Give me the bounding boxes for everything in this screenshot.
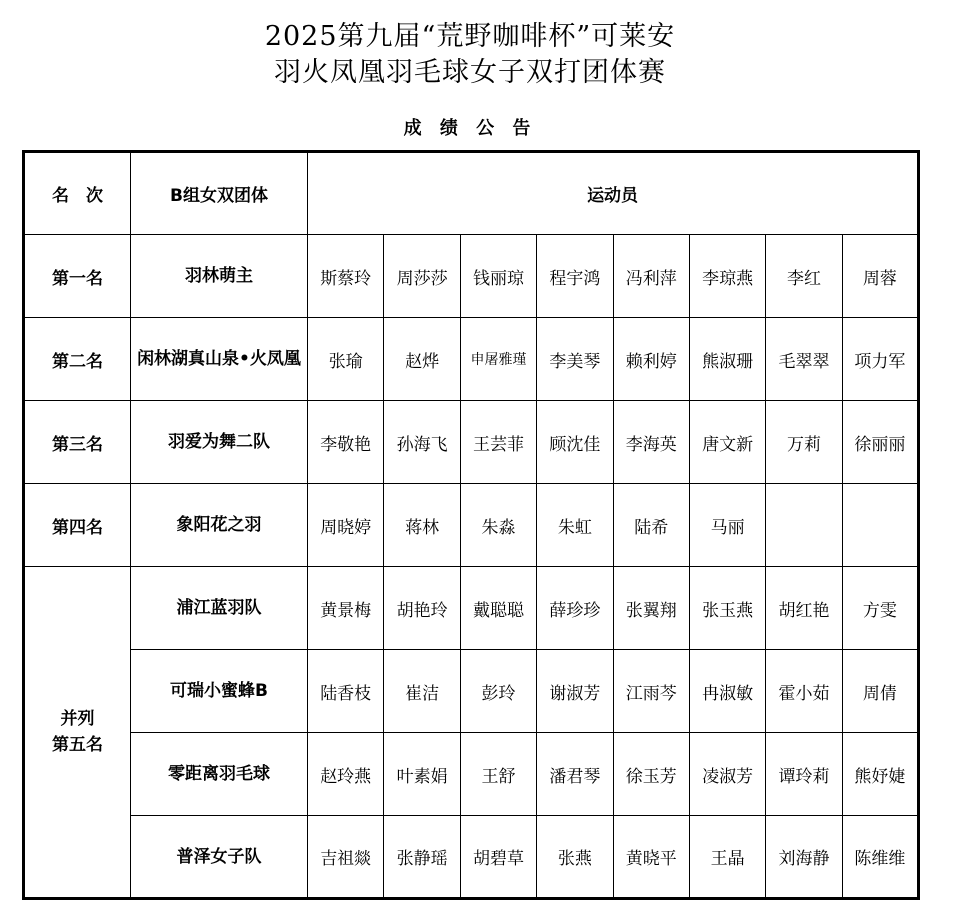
player-cell: 项力军	[842, 318, 918, 401]
table-row	[24, 235, 919, 318]
player-cell: 张瑜	[308, 318, 384, 401]
player-cell: 斯蔡玲	[308, 235, 384, 318]
player-cell: 胡红艳	[766, 567, 842, 650]
player-cell: 李敬艳	[308, 401, 384, 484]
player-cell: 戴聪聪	[460, 567, 536, 650]
table-row	[24, 401, 919, 484]
player-cell: 霍小茹	[766, 650, 842, 733]
player-cell: 顾沈佳	[537, 401, 613, 484]
player-cell: 张静瑶	[384, 816, 460, 899]
player-cell: 赵烨	[384, 318, 460, 401]
player-cell: 李红	[766, 235, 842, 318]
results-table	[22, 150, 920, 900]
rank-cell: 第一名	[24, 235, 131, 318]
player-cell: 孙海飞	[384, 401, 460, 484]
player-cell: 叶素娟	[384, 733, 460, 816]
player-cell: 李琼燕	[689, 235, 765, 318]
player-cell: 周莎莎	[384, 235, 460, 318]
header-rank: 名 次	[24, 152, 131, 235]
player-cell: 唐文新	[689, 401, 765, 484]
player-cell: 熊妤婕	[842, 733, 918, 816]
player-cell: 薛珍珍	[537, 567, 613, 650]
team-name-cell: 闲林湖真山泉•火凤凰	[131, 318, 308, 401]
player-cell: 黄晓平	[613, 816, 689, 899]
player-cell: 陆希	[613, 484, 689, 567]
table-row	[24, 650, 919, 733]
player-cell: 崔洁	[384, 650, 460, 733]
player-cell: 潘君琴	[537, 733, 613, 816]
player-cell: 徐玉芳	[613, 733, 689, 816]
team-name-cell: 普泽女子队	[131, 816, 308, 899]
player-cell: 江雨芩	[613, 650, 689, 733]
player-cell: 程宇鸿	[537, 235, 613, 318]
table-row	[24, 816, 919, 899]
player-cell: 周蓉	[842, 235, 918, 318]
table-row	[24, 318, 919, 401]
player-cell: 陆香枝	[308, 650, 384, 733]
player-cell: 毛翠翠	[766, 318, 842, 401]
player-cell: 申屠雅瑾	[460, 318, 536, 401]
player-cell: 张玉燕	[689, 567, 765, 650]
page-subtitle: 成 绩 公 告	[403, 118, 537, 139]
player-cell: 马丽	[689, 484, 765, 567]
player-cell: 吉祖燚	[308, 816, 384, 899]
player-cell	[766, 484, 842, 567]
player-cell: 王舒	[460, 733, 536, 816]
header-team: B组女双团体	[131, 152, 308, 235]
player-cell: 陈维维	[842, 816, 918, 899]
team-name-cell: 羽林萌主	[131, 235, 308, 318]
rank-cell: 第四名	[24, 484, 131, 567]
player-cell: 张燕	[537, 816, 613, 899]
table-header-row	[24, 152, 919, 235]
player-cell: 王芸菲	[460, 401, 536, 484]
player-cell	[842, 484, 918, 567]
team-name-cell: 零距离羽毛球	[131, 733, 308, 816]
team-name-cell: 浦江蓝羽队	[131, 567, 308, 650]
tie-rank-cell: 并列 第五名	[24, 567, 131, 899]
player-cell: 彭玲	[460, 650, 536, 733]
player-cell: 刘海静	[766, 816, 842, 899]
table-row	[24, 484, 919, 567]
player-cell: 蒋林	[384, 484, 460, 567]
player-cell: 周晓婷	[308, 484, 384, 567]
player-cell: 冯利萍	[613, 235, 689, 318]
player-cell: 周倩	[842, 650, 918, 733]
player-cell: 凌淑芳	[689, 733, 765, 816]
player-cell: 熊淑珊	[689, 318, 765, 401]
team-name-cell: 象阳花之羽	[131, 484, 308, 567]
header-players: 运动员	[308, 152, 919, 235]
rank-cell: 第三名	[24, 401, 131, 484]
player-cell: 方雯	[842, 567, 918, 650]
player-cell: 谢淑芳	[537, 650, 613, 733]
table-row	[24, 567, 919, 650]
player-cell: 朱虹	[537, 484, 613, 567]
player-cell: 赖利婷	[613, 318, 689, 401]
player-cell: 冉淑敏	[689, 650, 765, 733]
player-cell: 朱淼	[460, 484, 536, 567]
player-cell: 胡碧草	[460, 816, 536, 899]
page-title-line-2: 羽火凤凰羽毛球女子双打团体赛	[274, 57, 666, 88]
player-cell: 胡艳玲	[384, 567, 460, 650]
player-cell: 徐丽丽	[842, 401, 918, 484]
player-cell: 王晶	[689, 816, 765, 899]
player-cell: 钱丽琼	[460, 235, 536, 318]
player-cell: 赵玲燕	[308, 733, 384, 816]
team-name-cell: 可瑞小蜜蜂B	[131, 650, 308, 733]
player-cell: 谭玲莉	[766, 733, 842, 816]
player-cell: 李海英	[613, 401, 689, 484]
player-cell: 黄景梅	[308, 567, 384, 650]
rank-cell: 第二名	[24, 318, 131, 401]
page-title-line-1: 2025第九届“荒野咖啡杯”可莱安	[264, 21, 676, 52]
team-name-cell: 羽爱为舞二队	[131, 401, 308, 484]
player-cell: 李美琴	[537, 318, 613, 401]
player-cell: 张翼翔	[613, 567, 689, 650]
player-cell: 万莉	[766, 401, 842, 484]
table-row	[24, 733, 919, 816]
